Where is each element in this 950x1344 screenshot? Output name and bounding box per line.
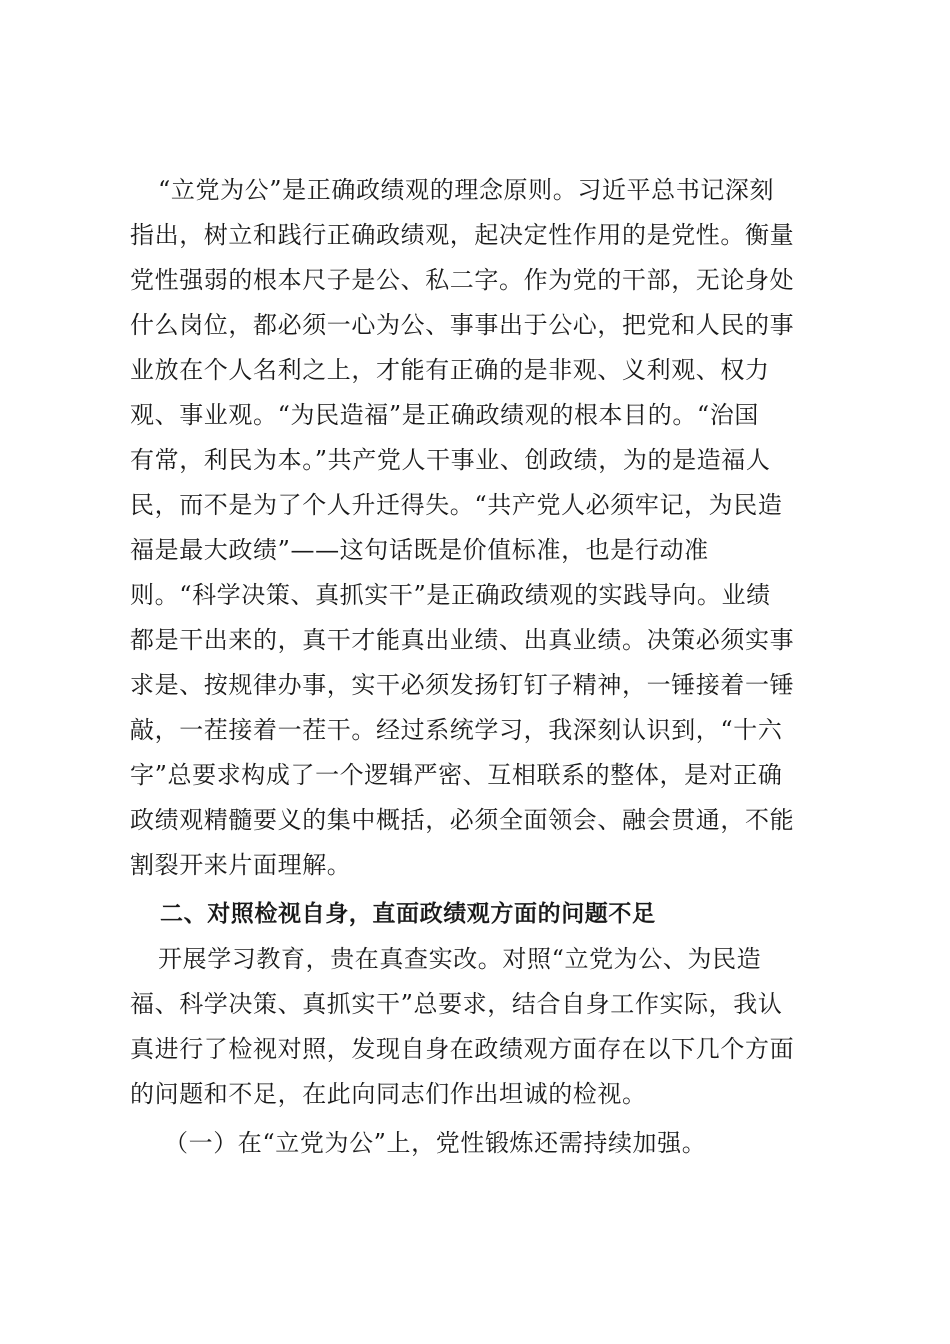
- subsection-heading: （一）在“立党为公”上，党性锻炼还需持续加强。: [164, 1129, 707, 1157]
- text-line: 开展学习教育，贵在真查实改。对照“立党为公、为民造: [158, 945, 762, 973]
- text-line: 有常，利民为本。”共产党人干事业、创政绩，为的是造福人: [130, 446, 771, 474]
- section-heading: 二、对照检视自身，直面政绩观方面的问题不足: [160, 901, 656, 927]
- text-line: 敲，一茬接着一茬干。经过系统学习，我深刻认识到，“十六: [130, 716, 783, 744]
- text-line: 政绩观精髓要义的集中概括，必须全面领会、融会贯通，不能: [130, 806, 795, 834]
- text-line: 业放在个人名利之上，才能有正确的是非观、义利观、权力: [130, 356, 770, 384]
- text-line: 割裂开来片面理解。: [130, 851, 352, 879]
- text-line: 指出，树立和践行正确政绩观，起决定性作用的是党性。衡量: [130, 221, 795, 249]
- text-line: 的问题和不足，在此向同志们作出坦诚的检视。: [130, 1080, 647, 1108]
- text-line: 福、科学决策、真抓实干”总要求，结合自身工作实际，我认: [130, 990, 783, 1018]
- text-line: 党性强弱的根本尺子是公、私二字。作为党的干部，无论身处: [130, 266, 795, 294]
- paragraph-principles: [130, 168, 830, 888]
- text-line: 字”总要求构成了一个逻辑严密、互相联系的整体，是对正确: [130, 761, 783, 789]
- paragraph-review: [130, 937, 830, 1117]
- text-line: 什么岗位，都必须一心为公、事事出于公心，把党和人民的事: [130, 311, 795, 339]
- text-line: 观、事业观。“为民造福”是正确政绩观的根本目的。“治国: [130, 401, 760, 429]
- document-body: [130, 168, 830, 1166]
- text-line: 则。“科学决策、真抓实干”是正确政绩观的实践导向。业绩: [130, 581, 771, 609]
- text-line: 福是最大政绩”——这句话既是价值标准，也是行动准: [130, 536, 709, 564]
- text-line: 民，而不是为了个人升迁得失。“共产党人必须牢记，为民造: [130, 491, 783, 519]
- text-line: “立党为公”是正确政绩观的理念原则。习近平总书记深刻: [158, 176, 775, 204]
- text-line: 都是干出来的，真干才能真出业绩、出真业绩。决策必须实事: [130, 626, 795, 654]
- text-line: 真进行了检视对照，发现自身在政绩观方面存在以下几个方面: [130, 1035, 795, 1063]
- text-line: 求是、按规律办事，实干必须发扬钉钉子精神，一锤接着一锤: [130, 671, 795, 699]
